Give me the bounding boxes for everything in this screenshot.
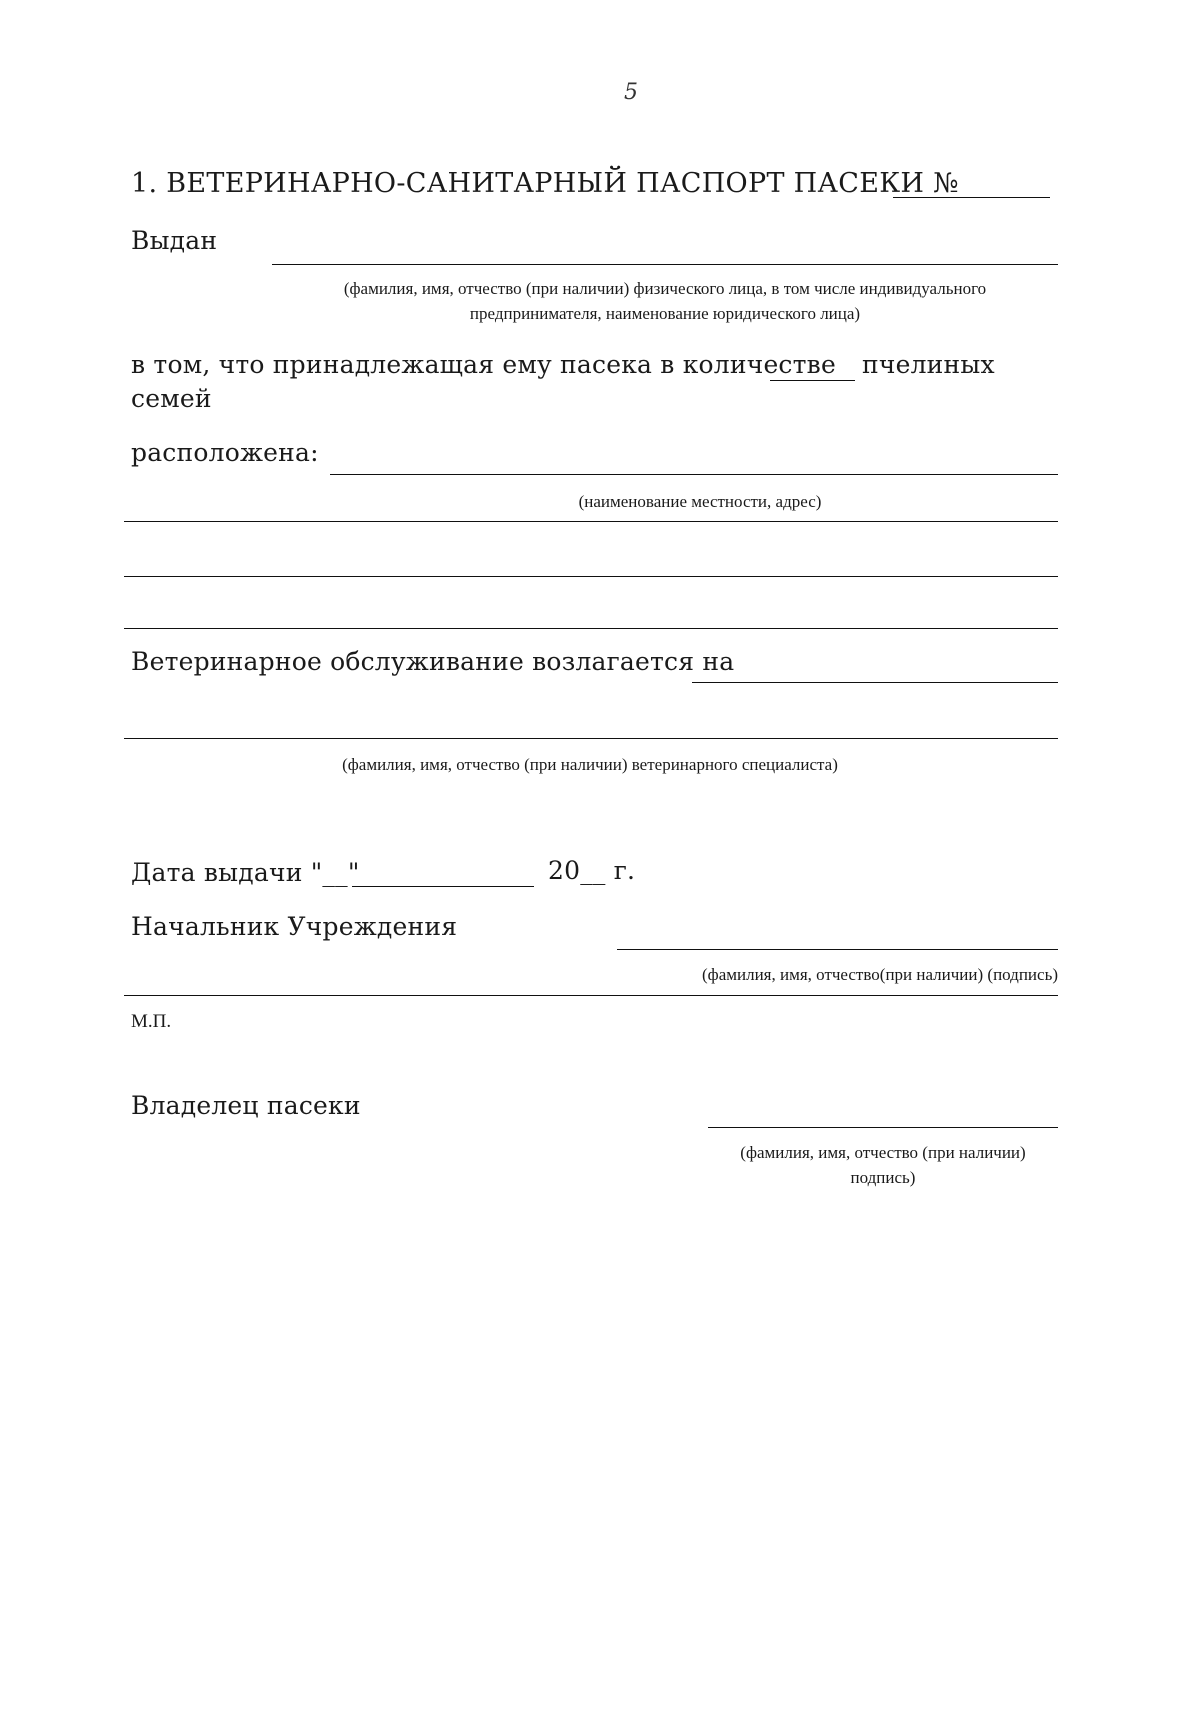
stamp-label: М.П. bbox=[131, 1011, 172, 1032]
vet-service-label: Ветеринарное обслуживание возлагается на bbox=[131, 647, 735, 676]
vet-service-line-1[interactable] bbox=[692, 682, 1058, 683]
location-line-4[interactable] bbox=[124, 628, 1058, 629]
owner-signature-line[interactable] bbox=[708, 1127, 1058, 1128]
issue-date-year: 20__ г. bbox=[548, 856, 636, 885]
head-underline bbox=[124, 995, 1058, 996]
issued-caption: (фамилия, имя, отчество (при наличии) физического лица, в том числе индивидуального предпринимателя, наименование юридического лица) bbox=[343, 279, 987, 323]
passport-number-line[interactable] bbox=[893, 197, 1050, 198]
issued-label: Выдан bbox=[131, 226, 218, 255]
apiary-size-text-end: пчелиных bbox=[862, 350, 995, 379]
location-line-3[interactable] bbox=[124, 576, 1058, 577]
location-line-2[interactable] bbox=[124, 521, 1058, 522]
vet-service-line-2[interactable] bbox=[124, 738, 1058, 739]
page-number: 5 bbox=[624, 80, 638, 105]
head-caption: (фамилия, имя, отчество(при наличии) (подпись) bbox=[702, 965, 1058, 984]
owner-label: Владелец пасеки bbox=[131, 1091, 361, 1120]
vet-service-caption: (фамилия, имя, отчество (при наличии) ветеринарного специалиста) bbox=[342, 755, 838, 774]
owner-caption: (фамилия, имя, отчество (при наличии) подпись) bbox=[740, 1143, 1026, 1187]
location-caption: (наименование местности, адрес) bbox=[578, 492, 822, 511]
issued-to-line[interactable] bbox=[272, 264, 1058, 265]
issue-date-month-line[interactable] bbox=[352, 886, 534, 887]
page-title: 1. ВЕТЕРИНАРНО-САНИТАРНЫЙ ПАСПОРТ ПАСЕКИ № bbox=[131, 168, 959, 199]
issue-date-label: Дата выдачи "__" bbox=[131, 858, 360, 887]
location-label: расположена: bbox=[131, 438, 319, 467]
head-label: Начальник Учреждения bbox=[131, 912, 458, 941]
head-signature-line[interactable] bbox=[617, 949, 1058, 950]
location-line-1[interactable] bbox=[330, 474, 1058, 475]
apiary-size-text-cont: семей bbox=[131, 384, 212, 413]
apiary-size-text: в том, что принадлежащая ему пасека в количестве bbox=[131, 350, 836, 379]
bee-colonies-count-line[interactable] bbox=[770, 380, 855, 381]
